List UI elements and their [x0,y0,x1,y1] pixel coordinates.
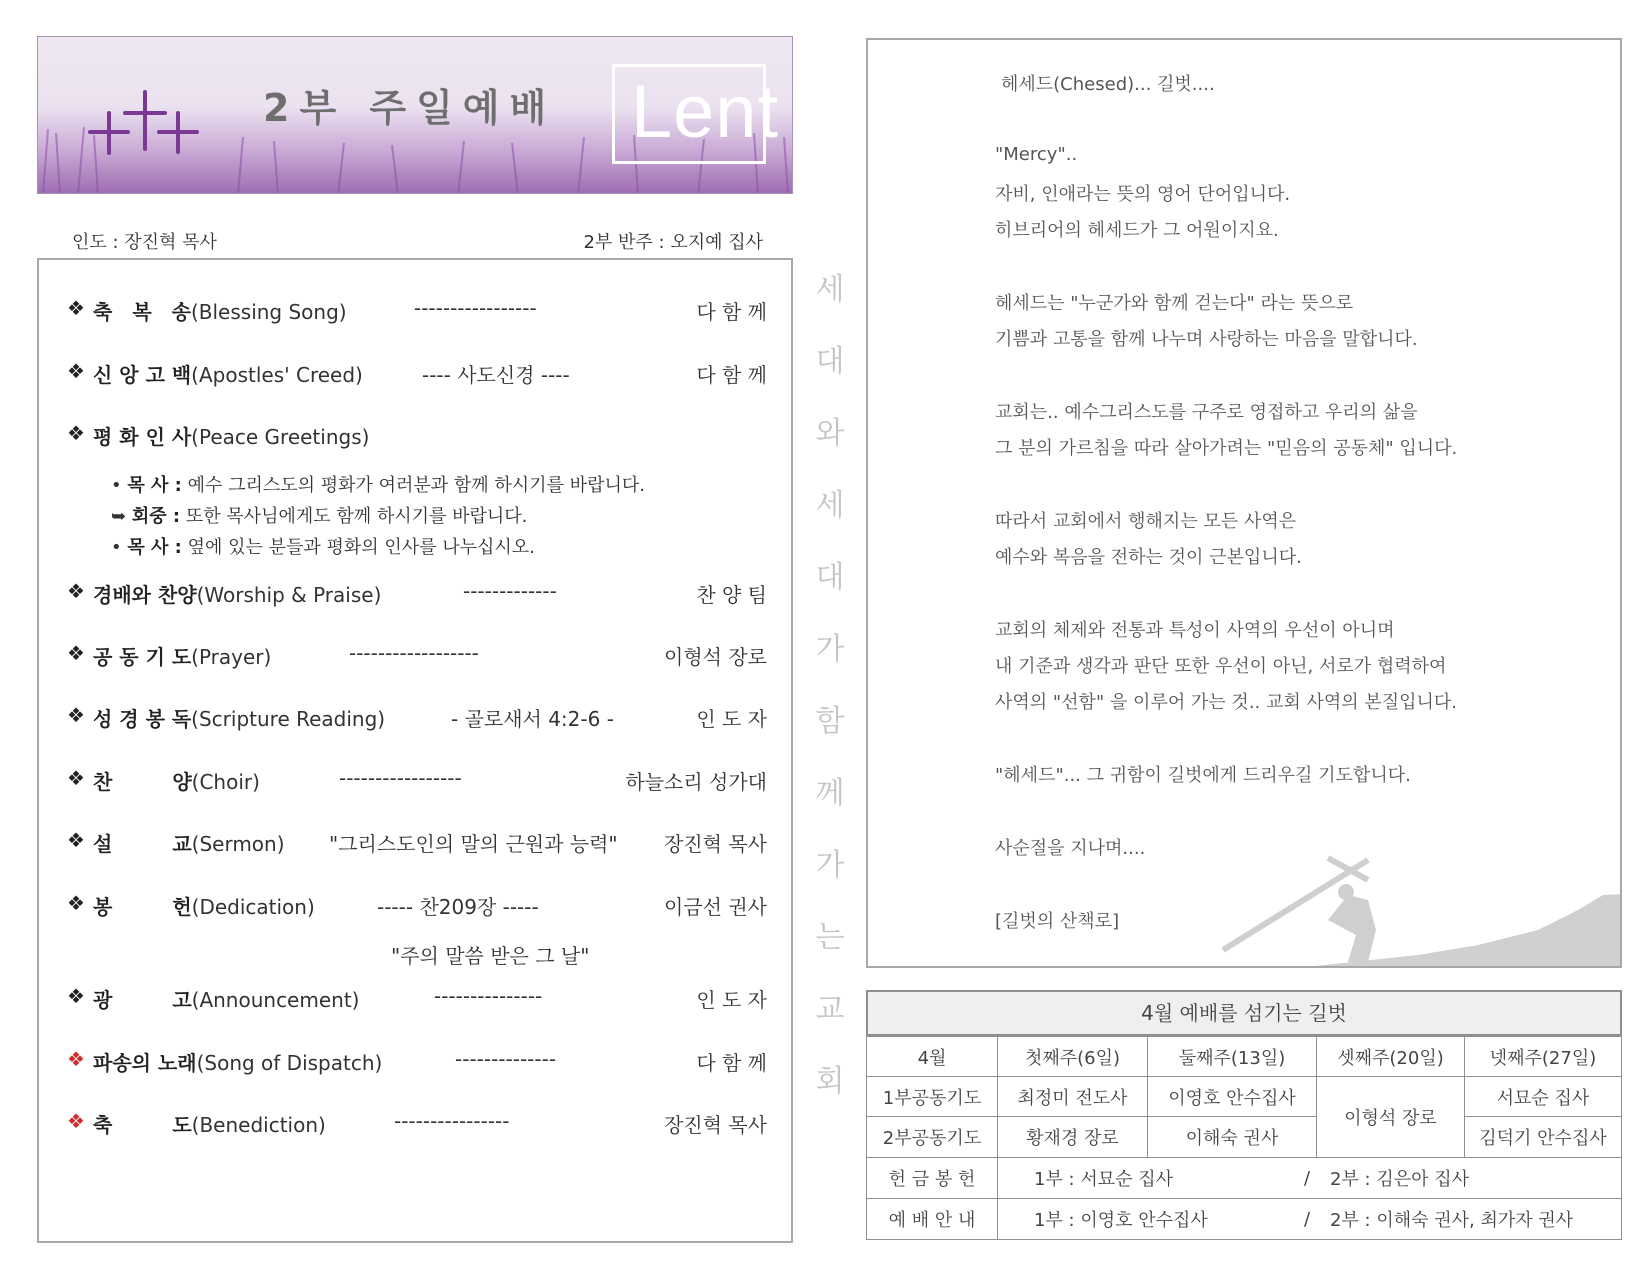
item-leader: 인 도 자 [696,707,767,731]
item-detail: ----------------- [339,766,462,790]
letter-line: 교회는.. 예수그리스도를 구주로 영접하고 우리의 삶을 [995,402,1418,423]
vertical-motto [812,264,848,1128]
motto-char: 교 [815,992,845,1027]
hymn-title-row [39,940,795,970]
letter-line: 그 분의 가르침을 따라 살아가려는 "믿음의 공동체" 입니다. [995,438,1458,459]
lent-label: Lent [631,70,780,153]
item-detail: ---------------- [394,1109,510,1133]
item-detail: ---- 사도신경 ---- [422,363,570,387]
letter-line: 교회의 체제와 전통과 특성이 사역의 우선이 아니며 [995,620,1395,641]
item-title-en: (Announcement) [191,988,360,1012]
hymn-title: "주의 말씀 받은 그 날" [391,944,590,968]
diamond-bullet-icon: ❖ [67,641,85,665]
motto-char: 대 [815,560,845,595]
letter-line: 기쁨과 고통을 함께 나누며 사랑하는 마음을 말합니다. [995,329,1418,350]
item-leader: 장진혁 목사 [664,1113,767,1137]
table-header-cell: 4월 [866,1036,998,1077]
letter-line: 내 기준과 생각과 판단 또한 우선이 아닌, 서로가 협력하여 [995,656,1447,677]
item-detail: ------------- [463,579,557,603]
item-title-en: (Prayer) [191,645,272,669]
table-row-label: 1부공동기도 [866,1076,998,1117]
service-title: 2부 주일예배 [263,86,557,130]
diamond-bullet-icon: ❖ [67,828,85,852]
item-title: 성 경 봉 독 [93,707,192,731]
motto-char: 회 [815,1064,845,1099]
greeting-text: 또한 목사님에게도 함께 하시기를 바랍니다. [180,506,528,527]
order-item-worship-praise [39,579,795,609]
table-header-cell: 셋째주(20일) [1316,1036,1465,1077]
order-item-scripture-reading [39,703,795,733]
item-title-en: (Dedication) [191,895,315,919]
motto-char: 대 [815,344,845,379]
greeting-speaker: 목 사 : [127,475,182,496]
usher-cell [997,1198,1622,1240]
pastoral-letter [866,38,1622,968]
order-item-prayer [39,641,795,671]
item-title: 신 앙 고 백 [93,363,192,387]
scripture-reference: - 골로새서 4:2-6 - [451,707,614,731]
arrow-return-icon: ➥ [111,506,127,527]
order-item-announcement [39,984,795,1014]
diamond-bullet-icon: ❖ [67,296,85,320]
accompanist-label: 2부 반주 : 오지예 집사 [583,232,763,253]
table-cell: 서묘순 집사 [1464,1076,1622,1117]
hymn-number: ----- 찬209장 ----- [377,895,539,919]
greeting-line [111,533,535,559]
offering-first: 1부 : 서묘순 집사 [1034,1169,1174,1190]
item-title: 축 도 [93,1113,192,1137]
motto-char: 는 [815,920,845,955]
greeting-line [111,502,527,528]
table-row-label: 예 배 안 내 [866,1198,998,1240]
bullet-icon: • [111,475,122,496]
motto-char: 함 [815,704,845,739]
order-item-choir [39,766,795,796]
item-title-en: (Scripture Reading) [191,707,386,731]
item-title-en: (Benediction) [191,1113,326,1137]
letter-line: 사역의 "선함" 을 이루어 가는 것.. 교회 사역의 본질입니다. [995,692,1458,713]
usher-second: 2부 : 이해숙 권사, 최가자 권사 [1330,1210,1574,1231]
item-title: 봉 헌 [93,895,192,919]
servers-table-title: 4월 예배를 섬기는 길벗 [866,990,1622,1036]
table-header-cell: 둘째주(13일) [1147,1036,1317,1077]
motto-char: 가 [815,632,845,667]
order-item-peace-greetings [39,421,795,451]
lent-badge [612,64,780,164]
letter-line: 따라서 교회에서 행해지는 모든 사역은 [995,511,1297,532]
diamond-bullet-icon: ❖ [67,421,85,445]
greeting-text: 옆에 있는 분들과 평화의 인사를 나누십시오. [181,537,535,558]
motto-char: 와 [815,416,845,451]
item-title: 경배와 찬양 [93,583,197,607]
letter-line: 예수와 복음을 전하는 것이 근본입니다. [995,547,1302,568]
item-title: 설 교 [93,832,192,856]
item-title-en: (Worship & Praise) [196,583,382,607]
item-leader: 인 도 자 [696,988,767,1012]
item-title: 광 고 [93,988,192,1012]
item-title-en: (Choir) [191,770,260,794]
item-title: 공 동 기 도 [93,645,192,669]
item-title: 축 복 송 [93,300,191,324]
order-item-benediction [39,1109,795,1139]
separator: / [1304,1208,1311,1230]
usher-first: 1부 : 이영호 안수집사 [1034,1210,1208,1231]
item-leader: 장진혁 목사 [664,832,767,856]
item-title-en: (Apostles' Creed) [191,363,363,387]
table-header-cell: 첫째주(6일) [997,1036,1148,1077]
item-title-en: (Sermon) [191,832,285,856]
order-item-apostles-creed [39,359,795,389]
letter-line: 자비, 인애라는 뜻의 영어 단어입니다. [995,184,1291,205]
diamond-bullet-icon: ❖ [67,703,85,727]
offering-cell [997,1157,1622,1199]
red-diamond-bullet-icon: ❖ [67,1047,85,1071]
letter-line: 헤세드는 "누군가와 함께 걷는다" 라는 뜻으로 [995,293,1354,314]
motto-char: 세 [815,488,845,523]
item-detail: --------------- [434,984,543,1008]
item-leader: 다 함 께 [696,1051,767,1075]
letter-line: 히브리어의 헤세드가 그 어원이지요. [995,220,1279,241]
letter-line: 헤세드(Chesed)... 길벗.... [1001,74,1215,95]
letter-line: "헤세드"... 그 귀함이 길벗에게 드리우길 기도합니다. [995,765,1411,786]
table-cell: 최정미 전도사 [997,1076,1148,1117]
table-row-label: 2부공동기도 [866,1116,998,1158]
order-item-sermon [39,828,795,858]
item-leader: 찬 양 팀 [696,583,767,607]
greeting-text: 예수 그리스도의 평화가 여러분과 함께 하시기를 바랍니다. [181,475,645,496]
offering-second: 2부 : 김은아 집사 [1330,1169,1470,1190]
motto-char: 세 [815,272,845,307]
order-item-dedication [39,891,795,921]
motto-char: 께 [815,776,845,811]
item-title: 파송의 노래 [93,1051,197,1075]
item-detail: ----------------- [414,296,537,320]
item-title: 찬 양 [93,770,192,794]
item-leader: 하늘소리 성가대 [625,770,767,794]
item-title: 평 화 인 사 [93,425,192,449]
item-leader: 다 함 께 [696,363,767,387]
table-cell: 이해숙 권사 [1147,1116,1317,1158]
diamond-bullet-icon: ❖ [67,766,85,790]
table-header-cell: 넷째주(27일) [1464,1036,1622,1077]
table-cell: 이영호 안수집사 [1147,1076,1317,1117]
diamond-bullet-icon: ❖ [67,579,85,603]
diamond-bullet-icon: ❖ [67,359,85,383]
greeting-speaker: 목 사 : [127,537,182,558]
item-detail: ------------------ [349,641,479,665]
item-leader: 이금선 권사 [664,895,767,919]
separator: / [1304,1167,1311,1189]
leader-label: 인도 : 장진혁 목사 [72,232,217,253]
table-cell: 황재경 장로 [997,1116,1148,1158]
sermon-title: "그리스도인의 말의 근원과 능력" [329,832,618,856]
order-of-worship [37,258,793,1243]
red-diamond-bullet-icon: ❖ [67,1109,85,1133]
letter-line: "Mercy".. [995,144,1078,165]
item-detail: -------------- [455,1047,557,1071]
greeting-speaker: 회중 : [131,506,181,527]
item-leader: 다 함 께 [696,300,767,324]
item-title-en: (Song of Dispatch) [196,1051,383,1075]
diamond-bullet-icon: ❖ [67,891,85,915]
item-title-en: (Peace Greetings) [191,425,370,449]
motto-char: 가 [815,848,845,883]
table-row-label: 헌 금 봉 헌 [866,1157,998,1199]
greeting-line [111,471,645,497]
order-item-song-of-dispatch [39,1047,795,1077]
order-item-blessing-song [39,296,795,326]
item-title-en: (Blessing Song) [190,300,347,324]
letter-signature: [길벗의 산책로] [995,911,1120,932]
letter-line: 사순절을 지나며.... [995,838,1146,859]
cross-bearer-silhouette [1218,850,1622,968]
table-cell-merged: 이형석 장로 [1316,1076,1465,1158]
table-cell: 김덕기 안수집사 [1464,1116,1622,1158]
bullet-icon: • [111,537,122,558]
item-leader: 이형석 장로 [664,645,767,669]
diamond-bullet-icon: ❖ [67,984,85,1008]
banner [37,36,793,194]
